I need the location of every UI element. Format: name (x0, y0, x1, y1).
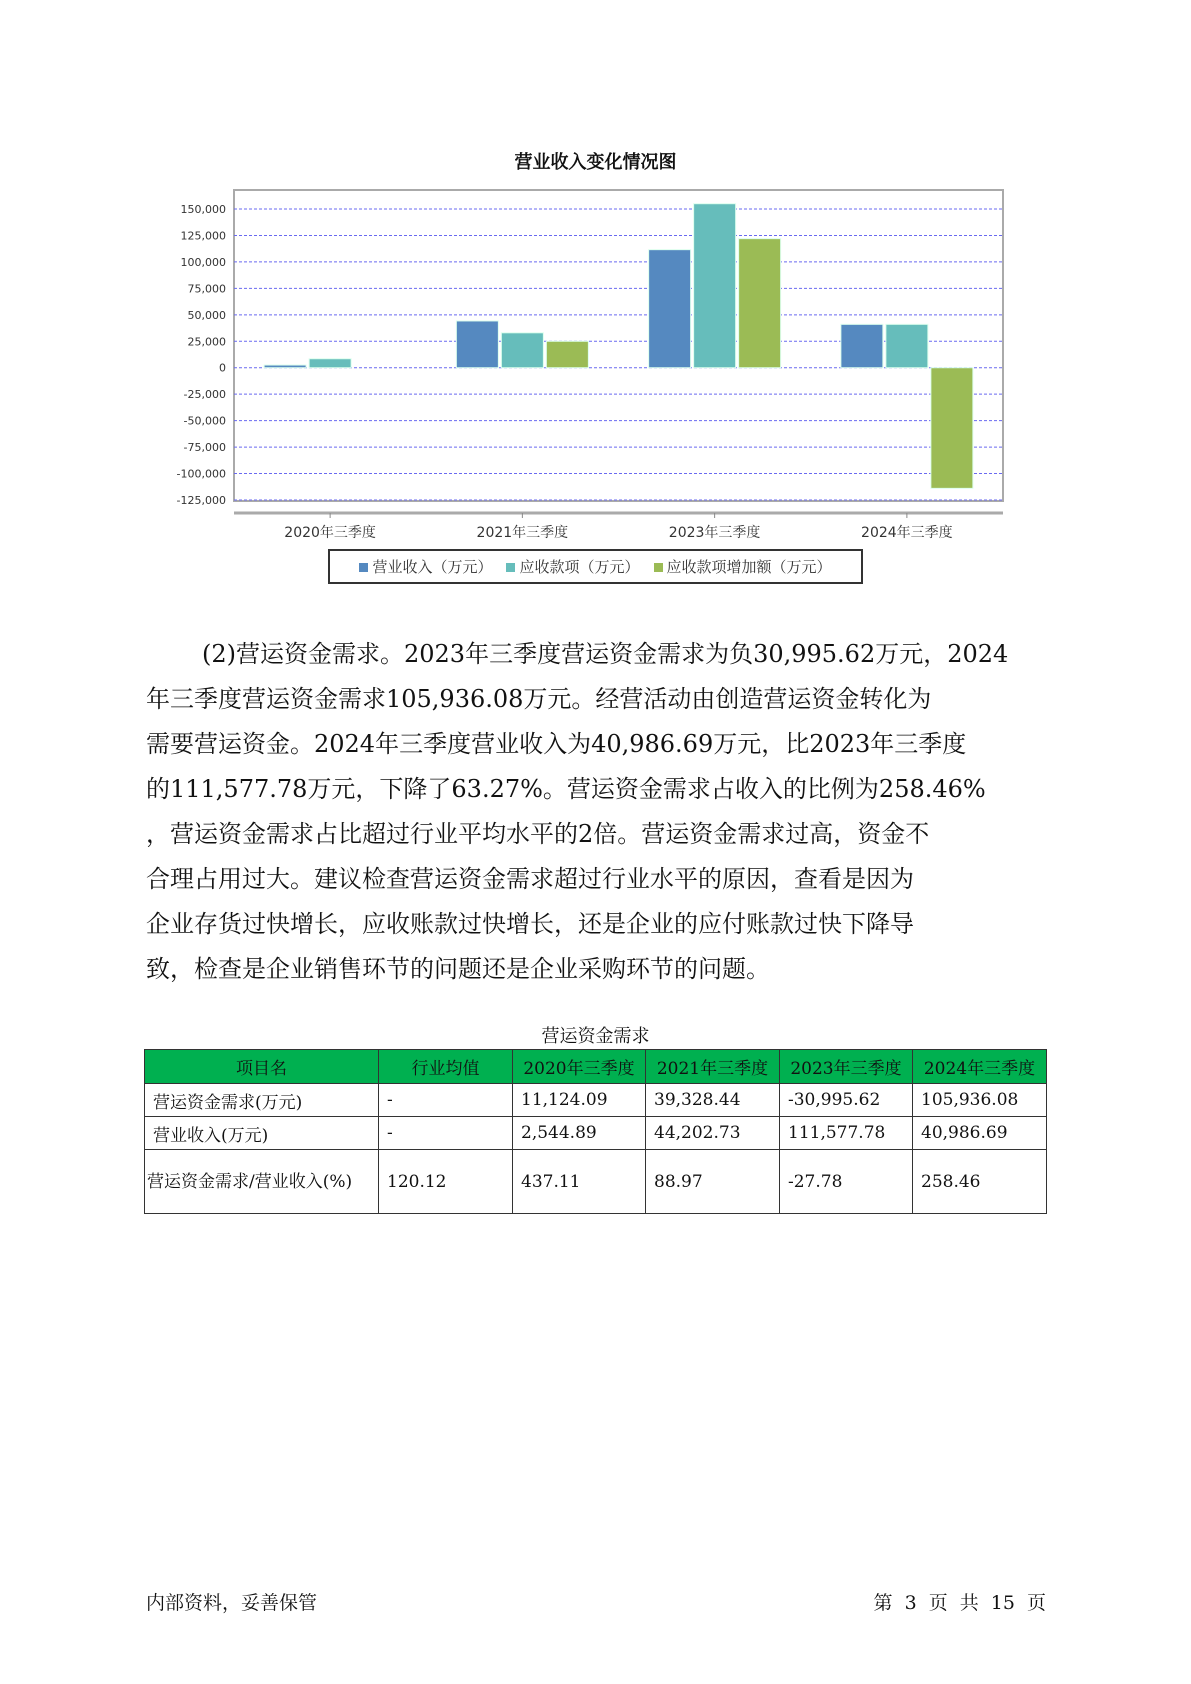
table-cell: 111,577.78 (780, 1117, 913, 1150)
paragraph-line: 致，检查是企业销售环节的问题还是企业采购环节的问题。 (146, 955, 770, 983)
bar (841, 324, 883, 367)
table-cell: 44,202.73 (646, 1117, 780, 1150)
bar (546, 341, 588, 367)
chart-title: 营业收入变化情况图 (514, 152, 677, 173)
table-cell: - (379, 1084, 513, 1117)
bar-chart (0, 0, 1191, 600)
y-tick-label: 0 (219, 361, 226, 375)
paragraph-line: 企业存货过快增长，应收账款过快增长，还是企业的应付账款过快下降导 (146, 910, 914, 938)
x-tick-label: 2024年三季度 (861, 525, 953, 541)
bar (886, 324, 928, 367)
paragraph-line: 年三季度营运资金需求105,936.08万元。经营活动由创造营运资金转化为 (146, 685, 932, 713)
table-title: 营运资金需求 (541, 1026, 650, 1047)
table-cell: - (379, 1117, 513, 1150)
footer-confidential: 内部资料，妥善保管 (146, 1592, 318, 1614)
x-tick-label: 2021年三季度 (476, 525, 569, 541)
paragraph-line: (2)营运资金需求。2023年三季度营运资金需求为负30,995.62万元，2024 (202, 640, 1009, 668)
y-tick-label: -25,000 (183, 388, 226, 402)
bar (649, 250, 691, 368)
bar (309, 359, 351, 368)
table-header-row (145, 1050, 1047, 1084)
table-cell: 39,328.44 (646, 1084, 780, 1117)
header-cell: 行业均值 (379, 1050, 513, 1084)
header-cell: 2021年三季度 (646, 1050, 780, 1084)
table-cell: 40,986.69 (913, 1117, 1047, 1150)
table-row (145, 1117, 1047, 1150)
table-row (145, 1084, 1047, 1117)
table-cell: -27.78 (780, 1150, 913, 1214)
table-cell: 营运资金需求/营业收入(%) (145, 1150, 379, 1214)
table-cell: 营运资金需求(万元) (145, 1084, 379, 1117)
table-cell: 120.12 (379, 1150, 513, 1214)
y-tick-label: 75,000 (187, 282, 226, 296)
paragraph-line: 的111,577.78万元，下降了63.27%。营运资金需求占收入的比例为258.46% (146, 775, 986, 803)
y-tick-label: -75,000 (183, 441, 226, 455)
table-cell: 88.97 (646, 1150, 780, 1214)
header-cell: 2020年三季度 (513, 1050, 646, 1084)
bar (694, 204, 736, 368)
legend-item: 应收款项增加额（万元） (654, 556, 832, 577)
paragraph-line: 合理占用过大。建议检查营运资金需求超过行业水平的原因，查看是因为 (146, 865, 914, 893)
table-cell: 105,936.08 (913, 1084, 1047, 1117)
header-cell: 2023年三季度 (780, 1050, 913, 1084)
table-cell: 11,124.09 (513, 1084, 646, 1117)
table-cell: 258.46 (913, 1150, 1047, 1214)
header-cell: 2024年三季度 (913, 1050, 1047, 1084)
y-tick-label: 50,000 (187, 308, 226, 322)
legend-item: 应收款项（万元） (506, 556, 639, 577)
table-cell: -30,995.62 (780, 1084, 913, 1117)
body-paragraph (146, 632, 1076, 992)
y-tick-label: -125,000 (176, 494, 226, 507)
bar (501, 333, 543, 368)
table-cell: 437.11 (513, 1150, 646, 1214)
table-row (145, 1150, 1047, 1214)
bar (264, 365, 306, 368)
bar (456, 321, 498, 368)
y-tick-label: 25,000 (187, 335, 226, 349)
header-cell: 项目名 (145, 1050, 379, 1084)
paragraph-line: ，营运资金需求占比超过行业平均水平的2倍。营运资金需求过高，资金不 (146, 820, 930, 848)
y-tick-label: -50,000 (183, 414, 226, 428)
bar (739, 239, 781, 368)
table-cell: 营业收入(万元) (145, 1117, 379, 1150)
working-capital-table (144, 1049, 1047, 1214)
y-tick-label: 150,000 (180, 203, 226, 216)
footer-page-number: 第 3 页 共 15 页 (873, 1592, 1046, 1614)
legend-item: 营业收入（万元） (359, 556, 492, 577)
chart-legend (328, 549, 863, 584)
table-cell: 2,544.89 (513, 1117, 646, 1150)
x-tick-label: 2020年三季度 (284, 525, 376, 541)
bar (931, 368, 973, 489)
y-tick-label: 100,000 (180, 255, 226, 269)
x-tick-label: 2023年三季度 (668, 525, 761, 541)
y-tick-label: 125,000 (180, 229, 226, 243)
paragraph-line: 需要营运资金。2024年三季度营业收入为40,986.69万元，比2023年三季度 (146, 730, 967, 758)
y-tick-label: -100,000 (176, 467, 226, 481)
